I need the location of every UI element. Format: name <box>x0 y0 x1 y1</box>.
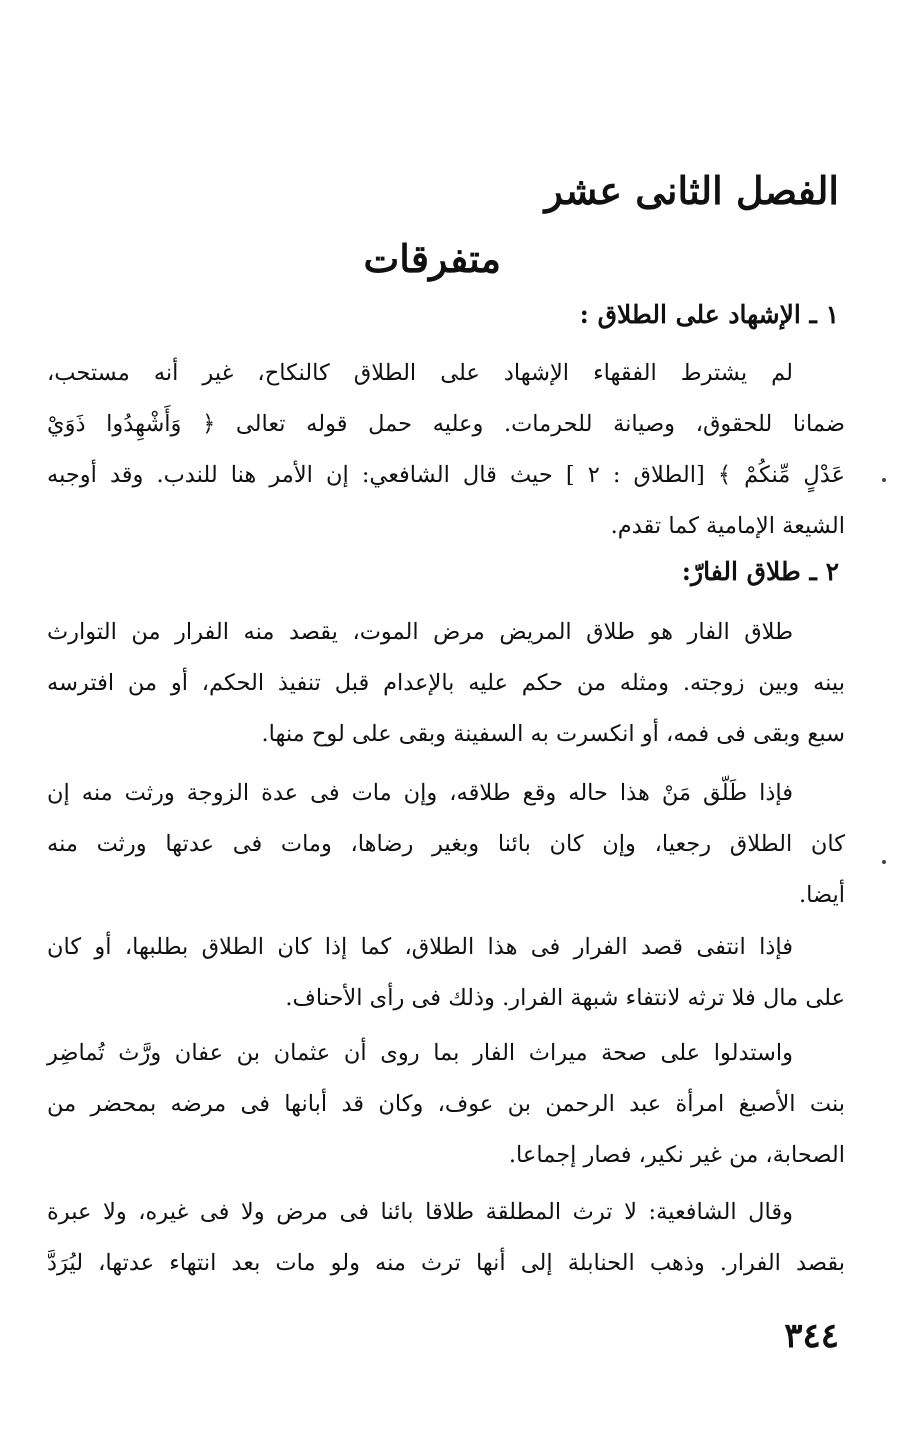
paragraph-fleeing-evidence <box>47 1028 845 1181</box>
paragraph-line: بقصد الفرار. وذهب الحنابلة إلى أنها ترث منه ولو مات بعد انتهاء عدتها، ليُرَدَّ <box>47 1250 845 1276</box>
paragraph-line: ضمانا للحقوق، وصيانة للحرمات. وعليه حمل قوله تعالى ﴿ وَأَشْهِدُوا ذَوَيْ <box>47 411 845 437</box>
scan-mark <box>882 860 886 864</box>
paragraph-fleeing-shafii <box>47 1187 845 1289</box>
paragraph-line: على مال فلا ترثه لانتفاء شبهة الفرار. وذلك فى رأى الأحناف. <box>285 985 845 1011</box>
subheading-witnessing-divorce: ١ ـ الإشهاد على الطلاق : <box>579 300 839 329</box>
paragraph-line: الشيعة الإمامية كما تقدم. <box>610 513 845 539</box>
paragraph-line: واستدلوا على صحة ميراث الفار بما روى أن عثمان بن عفان ورَّث تُماضِر <box>47 1040 793 1066</box>
page-number: ٣٤٤ <box>784 1316 839 1356</box>
paragraph-fleeing-definition <box>47 607 845 760</box>
section-title: متفرقات <box>363 236 501 281</box>
paragraph-line: كان الطلاق رجعيا، وإن كان بائنا وبغير رضاها، ومات فى عدتها ورثت منه <box>47 831 845 857</box>
paragraph-line: لم يشترط الفقهاء الإشهاد على الطلاق كالنكاح، غير أنه مستحب، <box>47 360 793 386</box>
paragraph-line: وقال الشافعية: لا ترث المطلقة طلاقا بائنا فى مرض ولا فى غيره، ولا عبرة <box>47 1199 793 1225</box>
paragraph-line: فإذا انتفى قصد الفرار فى هذا الطلاق، كما إذا كان الطلاق بطلبها، أو كان <box>47 934 793 960</box>
paragraph-witnessing <box>47 348 845 552</box>
paragraph-line: أيضا. <box>798 882 845 908</box>
paragraph-line: الصحابة، من غير نكير، فصار إجماعا. <box>508 1142 845 1168</box>
paragraph-line: سبع وبقى فى فمه، أو انكسرت به السفينة وبقى على لوح منها. <box>261 721 845 747</box>
paragraph-fleeing-intent <box>47 922 845 1024</box>
chapter-title: الفصل الثانى عشر <box>544 168 839 213</box>
paragraph-line: عَدْلٍ مِّنكُمْ ﴾ [الطلاق : ٢ ] حيث قال الشافعي: إن الأمر هنا للندب. وقد أوجبه <box>47 462 845 488</box>
paragraph-line: طلاق الفار هو طلاق المريض مرض الموت، يقصد منه الفرار من التوارث <box>47 619 793 645</box>
subheading-fleeing-divorce: ٢ ـ طلاق الفارّ: <box>681 557 839 586</box>
paragraph-line: بنت الأصبغ امرأة عبد الرحمن بن عوف، وكان قد أبانها فى مرضه بمحضر من <box>47 1091 845 1117</box>
paragraph-line: فإذا طَلّق مَنْ هذا حاله وقع طلاقه، وإن مات فى عدة الزوجة ورثت منه إن <box>47 780 793 806</box>
scan-mark <box>882 478 886 482</box>
paragraph-fleeing-inheritance <box>47 768 845 921</box>
paragraph-line: بينه وبين زوجته. ومثله من حكم عليه بالإعدام قبل تنفيذ الحكم، أو من افترسه <box>47 670 845 696</box>
